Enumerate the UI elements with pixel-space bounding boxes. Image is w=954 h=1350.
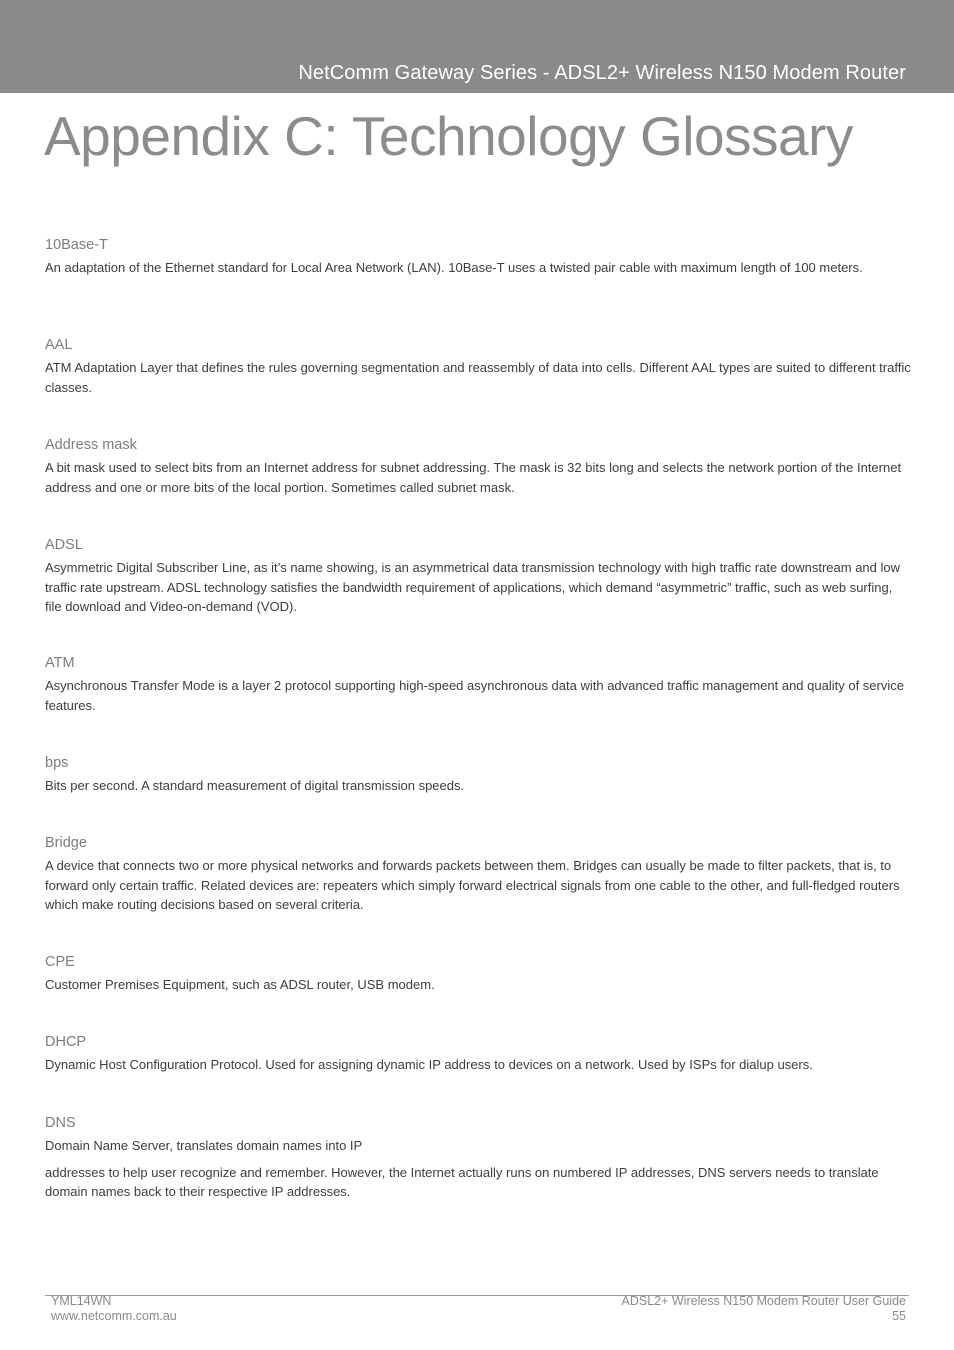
glossary-entry-dhcp — [45, 1033, 911, 1075]
glossary-entry-adsl — [45, 536, 911, 617]
header-band — [0, 0, 954, 93]
glossary-term: DHCP — [45, 1034, 87, 1050]
page-title: Appendix C: Technology Glossary — [44, 105, 853, 167]
glossary-entry-atm — [45, 654, 911, 715]
footer-left — [51, 1294, 177, 1324]
glossary-definition: Domain Name Server, translates domain names into IP — [45, 1138, 363, 1153]
glossary-definition: Asymmetric Digital Subscriber Line, as it’s name showing, is an asymmetrical data transmission technology with high traffic rate downstream and low traffic rate upstream. ADSL technology satisfies the bandwidth requirement of applications, which demand “asymmetric” traffic, such as web surfing, file download and Video-on-demand (VOD). — [45, 560, 900, 614]
glossary-definition: Bits per second. A standard measurement of digital transmission speeds. — [45, 778, 465, 793]
glossary-definition: A device that connects two or more physical networks and forwards packets between them. Bridges can usually be made to filter packets, that is, to forward only certain traffic. Related devices are: repeaters which simply forward electrical signals from one cable to the other, and full-fledged routers which make routing decisions based on several criteria. — [45, 858, 900, 912]
glossary-definition: An adaptation of the Ethernet standard for Local Area Network (LAN). 10Base-T uses a twisted pair cable with maximum length of 100 meters. — [45, 260, 863, 275]
glossary-entry-cpe — [45, 953, 911, 995]
glossary-entry-bridge — [45, 834, 911, 915]
footer-right — [622, 1294, 907, 1324]
footer-website: www.netcomm.com.au — [51, 1309, 177, 1323]
glossary-entry-10base-t — [45, 236, 911, 278]
page-number: 55 — [892, 1309, 906, 1323]
glossary-term: ATM — [45, 655, 75, 671]
glossary-term: Bridge — [45, 835, 87, 851]
glossary-definition: addresses to help user recognize and remember. However, the Internet actually runs on numbered IP addresses, DNS servers needs to translate domain names back to their respective IP addresses. — [45, 1164, 879, 1199]
glossary-term: ADSL — [45, 537, 83, 553]
glossary-entry-address-mask — [45, 436, 911, 497]
header-title: NetComm Gateway Series - ADSL2+ Wireless N150 Modem Router — [298, 62, 906, 84]
footer-guide-title: ADSL2+ Wireless N150 Modem Router User Guide — [621, 1294, 906, 1308]
glossary-definition: Customer Premises Equipment, such as ADSL router, USB modem. — [45, 977, 435, 992]
glossary-entry-bps — [45, 754, 911, 796]
glossary-entry-dns — [45, 1114, 911, 1202]
glossary-term: CPE — [45, 954, 75, 970]
footer-model: YML14WN — [51, 1294, 112, 1308]
glossary-definition: Dynamic Host Configuration Protocol. Used for assigning dynamic IP address to devices on a network. Used by ISPs for dialup users. — [45, 1057, 813, 1072]
glossary-term: Address mask — [45, 437, 137, 453]
glossary-definition: A bit mask used to select bits from an Internet address for subnet addressing. The mask is 32 bits long and selects the network portion of the Internet address and one or more bits of the local portion. Sometimes called subnet mask. — [45, 460, 902, 495]
glossary-definition: ATM Adaptation Layer that defines the rules governing segmentation and reassembly of data into cells. Different AAL types are suited to different traffic classes. — [45, 360, 911, 395]
glossary-term: AAL — [45, 337, 73, 353]
glossary-term: bps — [45, 755, 69, 771]
glossary-definition: Asynchronous Transfer Mode is a layer 2 protocol supporting high-speed asynchronous data with advanced traffic management and quality of service features. — [45, 678, 904, 713]
glossary-entry-aal — [45, 336, 911, 397]
glossary-term: 10Base-T — [45, 237, 108, 253]
glossary-term: DNS — [45, 1115, 76, 1131]
